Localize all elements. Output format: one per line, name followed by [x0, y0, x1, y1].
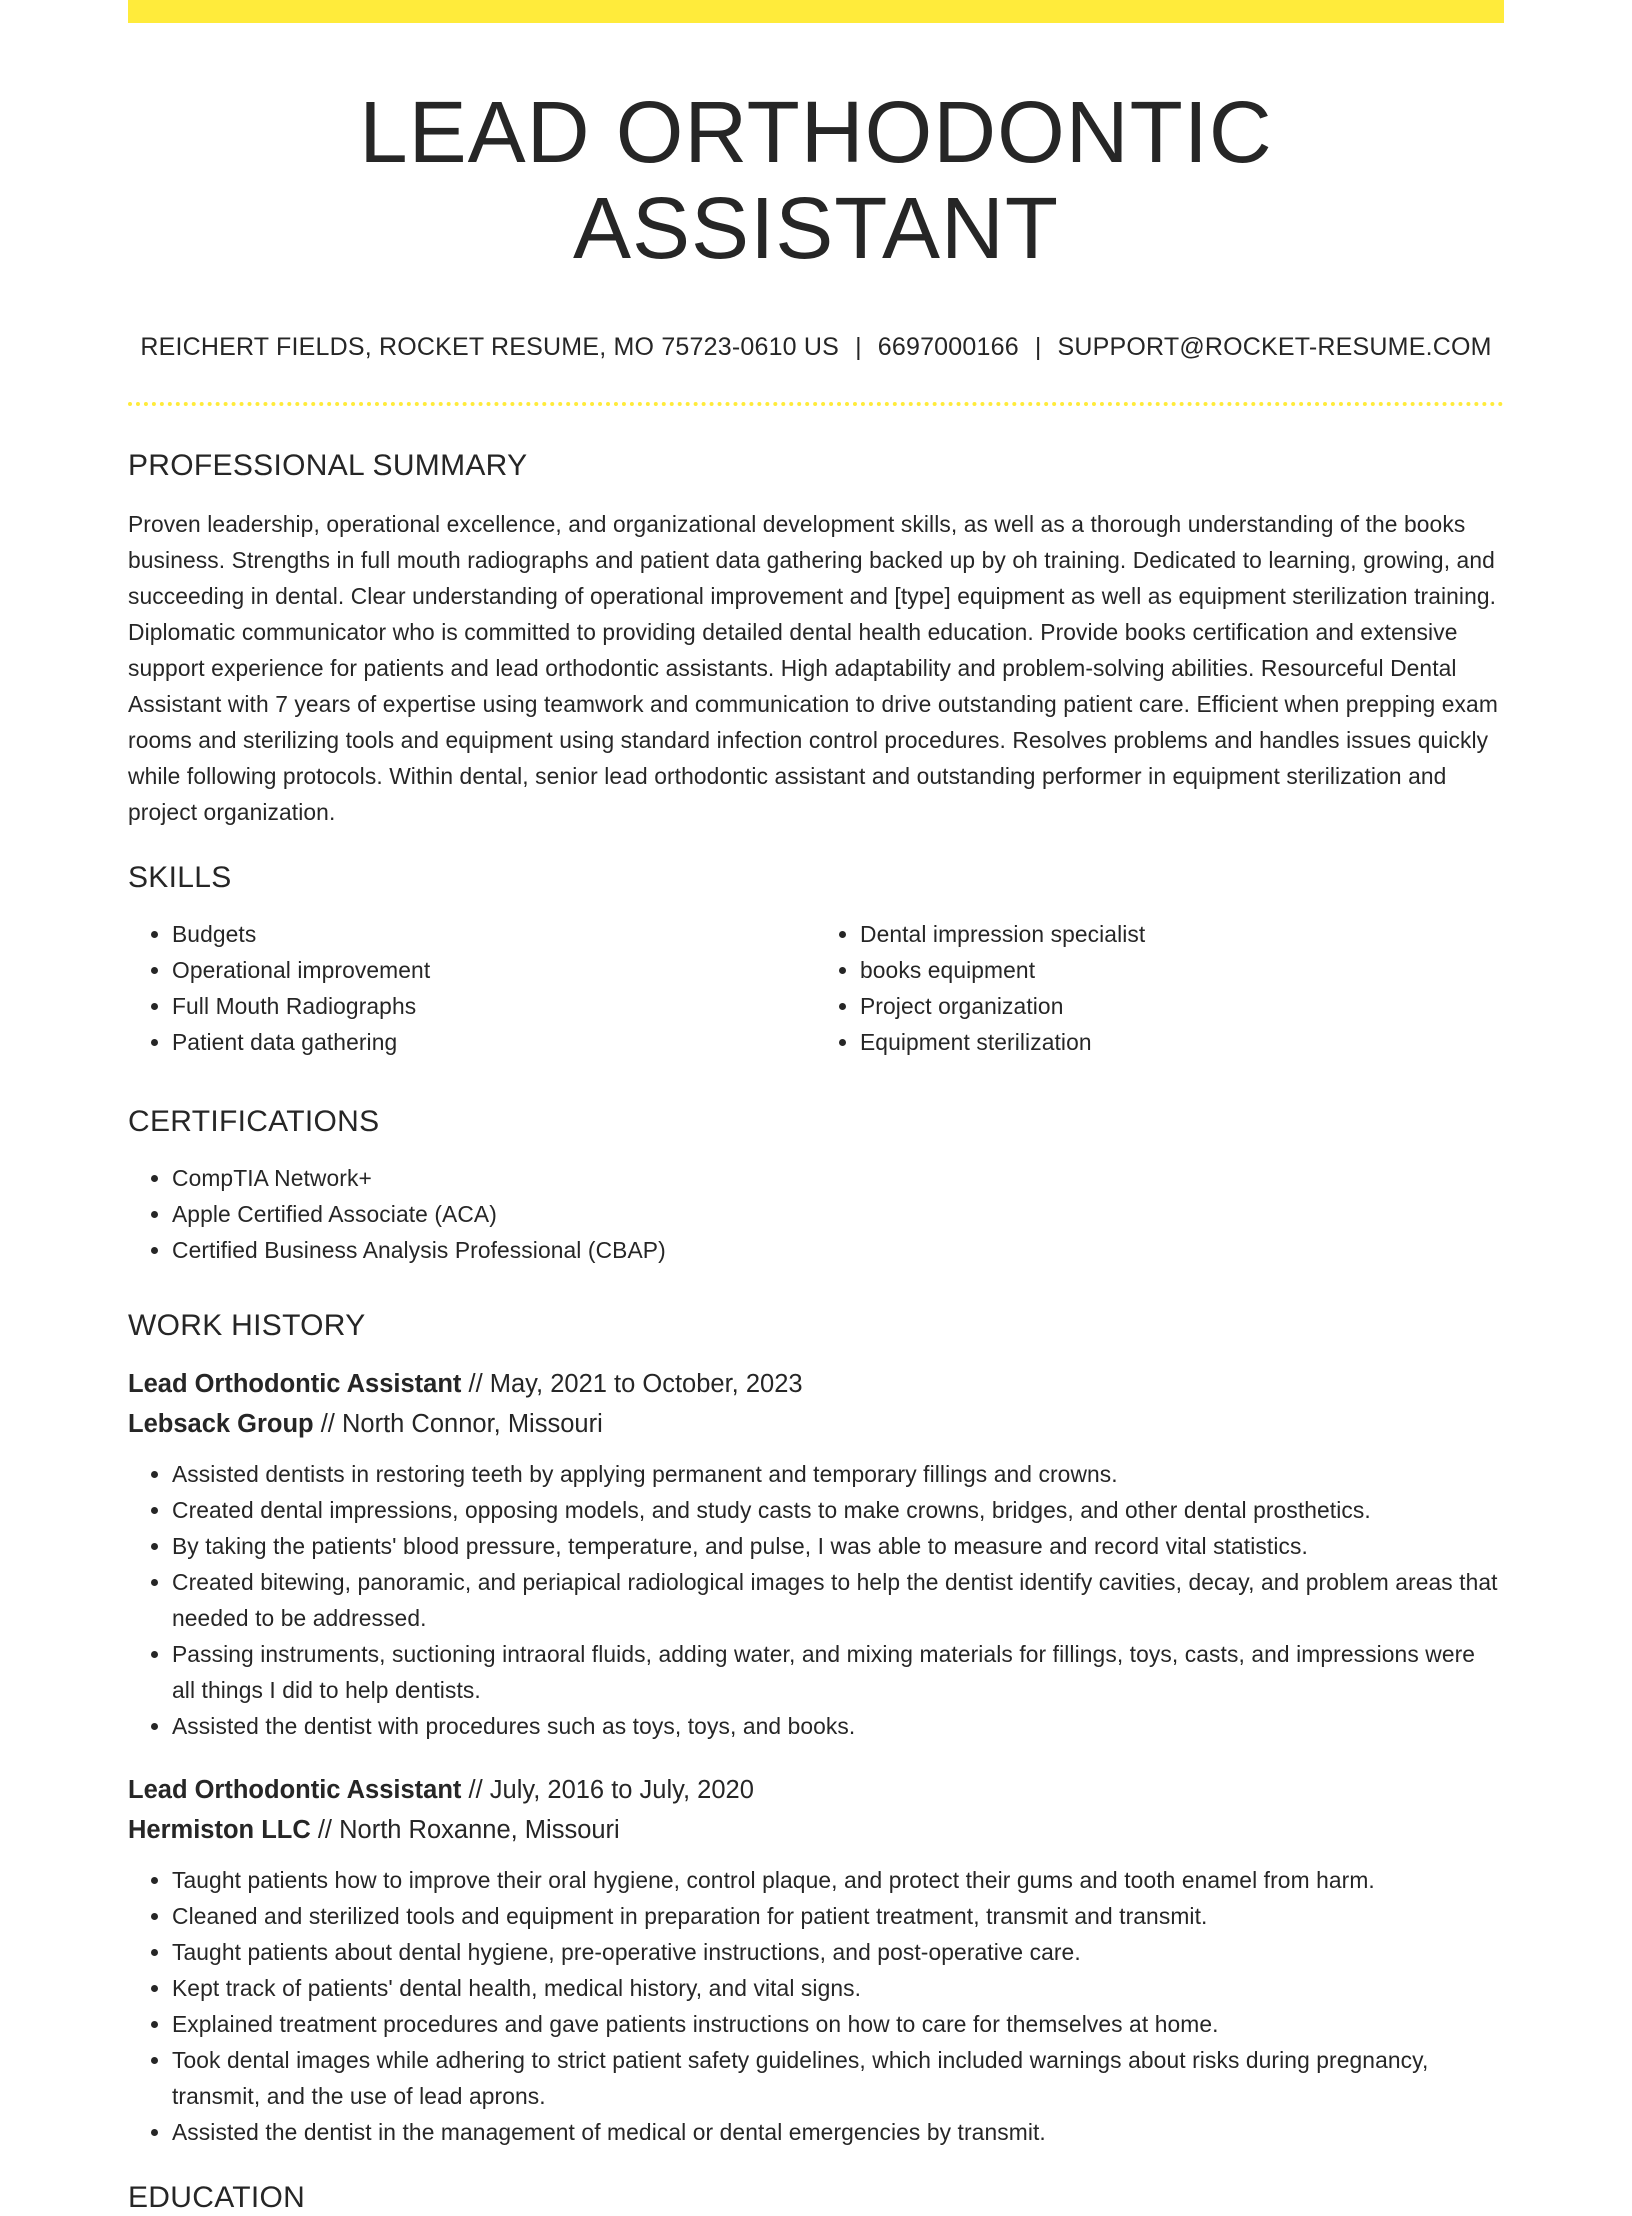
education-heading: EDUCATION [128, 2181, 306, 2215]
work-history-heading: WORK HISTORY [128, 1309, 366, 1343]
skills-right-list [816, 916, 1504, 1060]
job-location: // North Roxanne, Missouri [310, 1816, 620, 1845]
skills-heading: SKILLS [128, 861, 232, 895]
job-role: Lead Orthodontic Assistant [128, 1776, 462, 1805]
certifications-heading: CERTIFICATIONS [128, 1105, 380, 1139]
job-location: // North Connor, Missouri [313, 1410, 603, 1439]
job-title-line [128, 1770, 1504, 1810]
contact-email: SUPPORT@ROCKET-RESUME.COM [1057, 333, 1492, 362]
job-bullet: • Explained treatment procedures and gave patients instructions on how to care for themselves at home. [172, 2006, 1504, 2042]
skill-item: • books equipment [860, 952, 1504, 988]
skill-item: • Budgets [172, 916, 816, 952]
summary-heading: PROFESSIONAL SUMMARY [128, 449, 528, 483]
resume-page [128, 0, 1504, 2216]
job-bullet: • Taught patients how to improve their oral hygiene, control plaque, and protect their gums and tooth enamel from harm. [172, 1862, 1504, 1898]
job-company: Hermiston LLC [128, 1816, 311, 1845]
job-bullet: • Created dental impressions, opposing models, and study casts to make crowns, bridges, and other dental prosthetics. [172, 1492, 1504, 1528]
job-title-line [128, 1364, 1504, 1404]
job-bullet: • Cleaned and sterilized tools and equipment in preparation for patient treatment, transmit and transmit. [172, 1898, 1504, 1934]
certification-item: • CompTIA Network+ [172, 1160, 1504, 1196]
skills-left-list [128, 916, 816, 1060]
skill-item: • Project organization [860, 988, 1504, 1024]
job-company-line [128, 1404, 1504, 1444]
skills-columns [128, 916, 1504, 1060]
certification-item: • Apple Certified Associate (ACA) [172, 1196, 1504, 1232]
contact-line [128, 332, 1504, 362]
certifications-list [128, 1160, 1504, 1268]
top-accent-bar [128, 0, 1504, 23]
skill-item: • Dental impression specialist [860, 916, 1504, 952]
dotted-divider [128, 402, 1504, 406]
job-bullet: • Took dental images while adhering to strict patient safety guidelines, which included warnings about risks during pregnancy, transmit, and the use of lead aprons. [172, 2042, 1504, 2114]
summary-text: Proven leadership, operational excellence, and organizational development skills, as well as a thorough understanding of the books business. Strengths in full mouth radiographs and patient data gathering backed up by oh training. Dedicated to learning, growing, and succeeding in dental. Clear understanding of operational improvement and [type] equipment as well as equipment sterilization training. Diplomatic communicator who is committed to providing detailed dental health education. Provide books certification and extensive support experience for patients and lead orthodontic assistants. High adaptability and problem-solving abilities. Resourceful Dental Assistant with 7 years of expertise using teamwork and communication to drive outstanding patient care. Efficient when prepping exam rooms and sterilizing tools and equipment using standard infection control procedures. Resolves problems and handles issues quickly while following protocols. Within dental, senior lead orthodontic assistant and outstanding performer in equipment sterilization and project organization. [128, 511, 1498, 826]
job-bullet: • Assisted the dentist in the management of medical or dental emergencies by transmit. [172, 2114, 1504, 2150]
job-dates: // July, 2016 to July, 2020 [461, 1776, 754, 1805]
job-bullet: • Taught patients about dental hygiene, pre-operative instructions, and post-operative care. [172, 1934, 1504, 1970]
job-bullet: • By taking the patients' blood pressure, temperature, and pulse, I was able to measure and record vital statistics. [172, 1528, 1504, 1564]
job-company: Lebsack Group [128, 1410, 314, 1439]
contact-phone: 6697000166 [877, 333, 1019, 362]
job-bullet: • Passing instruments, suctioning intraoral fluids, adding water, and mixing materials for fillings, toys, casts, and impressions were all things I did to help dentists. [172, 1636, 1504, 1708]
certification-item: • Certified Business Analysis Professional (CBAP) [172, 1232, 1504, 1268]
resume-name: LEAD ORTHODONTIC ASSISTANT [359, 84, 1273, 277]
contact-address: REICHERT FIELDS, ROCKET RESUME, MO 75723-0610 US [140, 333, 840, 362]
skill-item: • Full Mouth Radiographs [172, 988, 816, 1024]
job-company-line [128, 1810, 1504, 1850]
job-role: Lead Orthodontic Assistant [128, 1370, 462, 1399]
job-bullets [128, 1456, 1504, 1744]
skill-item: • Patient data gathering [172, 1024, 816, 1060]
job-bullet: • Kept track of patients' dental health, medical history, and vital signs. [172, 1970, 1504, 2006]
job-bullet: • Created bitewing, panoramic, and periapical radiological images to help the dentist identify cavities, decay, and problem areas that needed to be addressed. [172, 1564, 1504, 1636]
contact-separator: | [855, 333, 862, 362]
job-dates: // May, 2021 to October, 2023 [461, 1370, 803, 1399]
job-bullet: • Assisted the dentist with procedures such as toys, toys, and books. [172, 1708, 1504, 1744]
contact-separator: | [1034, 333, 1042, 362]
job-bullet: • Assisted dentists in restoring teeth by applying permanent and temporary fillings and crowns. [172, 1456, 1504, 1492]
job-bullets [128, 1862, 1504, 2150]
skill-item: • Equipment sterilization [860, 1024, 1504, 1060]
skill-item: • Operational improvement [172, 952, 816, 988]
